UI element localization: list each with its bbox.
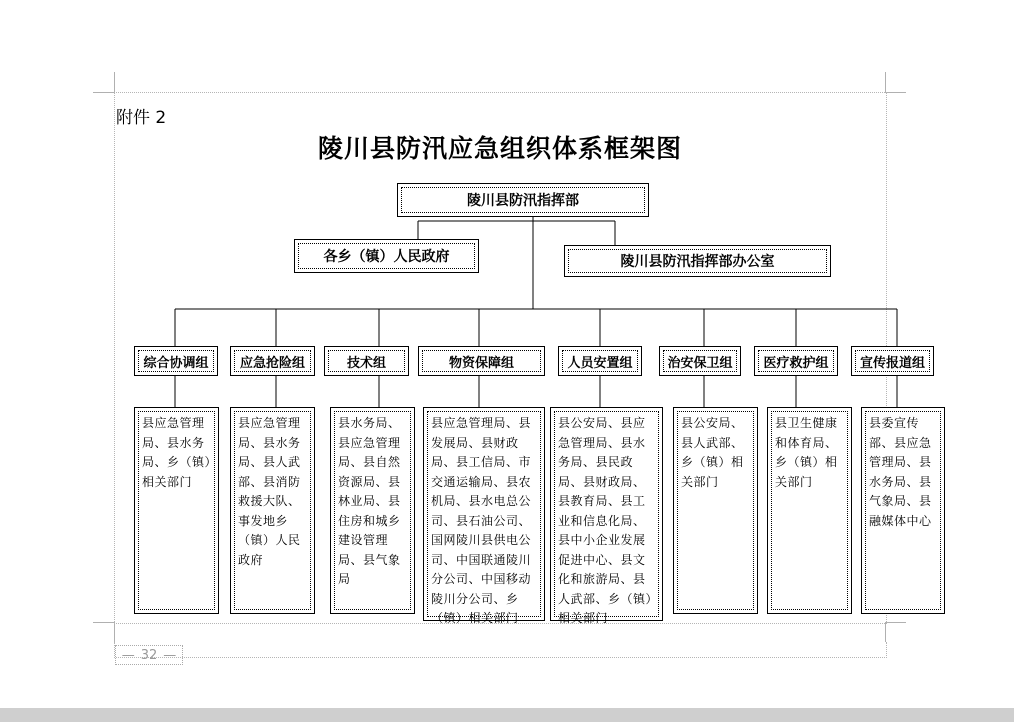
group-members: 县应急管理局、县水务局、县人武部、县消防救援大队、事发地乡（镇）人民政府 [234, 411, 311, 610]
office-box [564, 245, 831, 277]
group-name: 技术组 [328, 350, 405, 372]
group-members-box [550, 407, 663, 625]
office-label: 陵川县防汛指挥部办公室 [568, 249, 827, 273]
group-members: 县公安局、县应急管理局、县水务局、县民政局、县财政局、县教育局、县工业和信息化局、县中小企业发展促进中心、县文化和旅游局、县人武部、乡（镇）相关部门 [554, 411, 659, 617]
group-members-box [230, 407, 315, 614]
group-members: 县应急管理局、县水务局、乡（镇）相关部门 [138, 411, 215, 610]
group-members: 县应急管理局、县发展局、县财政局、县工信局、市交通运输局、县农机局、县水电总公司、县石油公司、国网陵川县供电公司、中国联通陵川分公司、中国移动陵川分公司、乡（镇）相关部门 [427, 411, 541, 617]
group-name: 宣传报道组 [855, 350, 930, 372]
group-box [754, 346, 838, 376]
group-members-box [861, 407, 945, 614]
group-box [230, 346, 315, 376]
group-members: 县水务局、县应急管理局、县自然资源局、县林业局、县住房和城乡建设管理局、县气象局 [334, 411, 411, 610]
group-members-box [767, 407, 852, 614]
group-members-box [134, 407, 219, 614]
group-box [418, 346, 545, 376]
headquarters-box [397, 183, 649, 217]
group-members-box [673, 407, 758, 614]
group-box [324, 346, 409, 376]
township-government-box [294, 239, 479, 273]
group-box [134, 346, 218, 376]
group-members: 县卫生健康和体育局、乡（镇）相关部门 [771, 411, 848, 610]
page-number-value: 32 [140, 647, 158, 663]
group-box [851, 346, 934, 376]
group-name: 治安保卫组 [663, 350, 737, 372]
page-number: — 32 — [115, 645, 183, 665]
group-name: 医疗救护组 [758, 350, 834, 372]
attachment-label: 附件 2 [116, 108, 167, 128]
group-name: 物资保障组 [422, 350, 541, 372]
group-name: 综合协调组 [138, 350, 214, 372]
group-box [659, 346, 741, 376]
group-members-box [423, 407, 545, 625]
group-box [558, 346, 642, 376]
group-members: 县委宣传部、县应急管理局、县水务局、县气象局、县融媒体中心 [865, 411, 941, 610]
township-government-label: 各乡（镇）人民政府 [298, 243, 475, 269]
chart-title: 陵川县防汛应急组织体系框架图 [317, 134, 682, 163]
group-name: 应急抢险组 [234, 350, 311, 372]
headquarters-label: 陵川县防汛指挥部 [401, 187, 645, 213]
group-members: 县公安局、县人武部、乡（镇）相关部门 [677, 411, 754, 610]
group-name: 人员安置组 [562, 350, 638, 372]
group-members-box [330, 407, 415, 614]
